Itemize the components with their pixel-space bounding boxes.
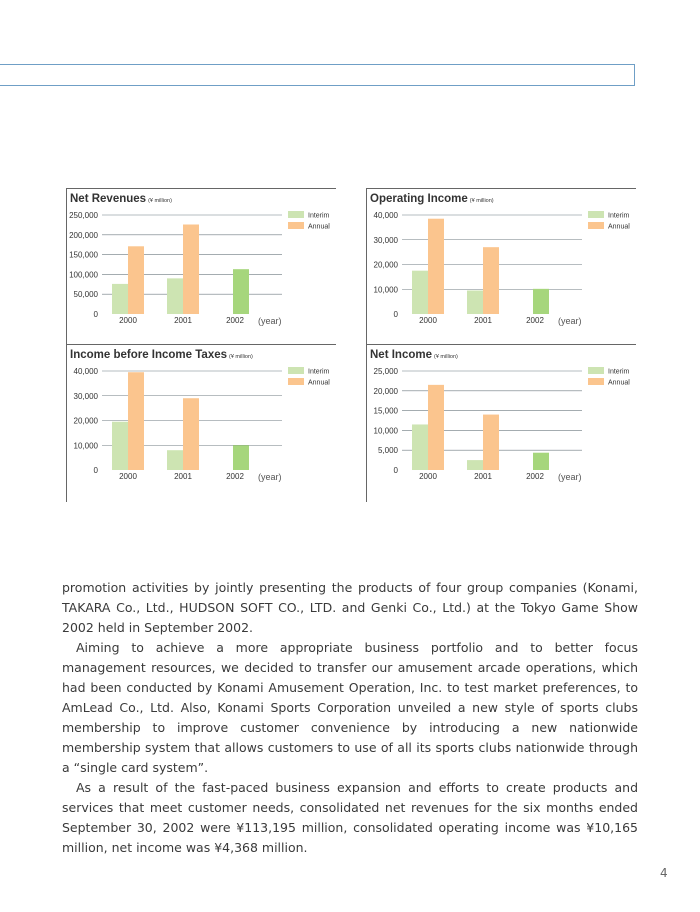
- x-tick-label: 2002: [226, 316, 244, 325]
- legend-swatch: [288, 222, 304, 229]
- chart-title: Income before Income Taxes (¥ million): [70, 349, 253, 361]
- x-axis-suffix: (year): [558, 472, 582, 482]
- bar-interim: [112, 422, 128, 470]
- x-tick-label: 2002: [226, 472, 244, 481]
- bar-annual: [483, 247, 499, 314]
- chart-unit: (¥ million): [229, 354, 253, 360]
- bar-annual: [483, 415, 499, 470]
- legend-label: Annual: [608, 379, 630, 387]
- legend-label: Annual: [308, 223, 330, 231]
- y-tick-label: 10,000: [373, 426, 398, 436]
- y-tick-label: 40,000: [373, 211, 398, 220]
- chart-svg: [66, 344, 336, 502]
- bar-interim: [233, 269, 249, 314]
- chart-operating-income: [366, 188, 636, 346]
- chart-svg: [366, 188, 636, 346]
- chart-unit: (¥ million): [148, 198, 172, 204]
- y-tick-label: 25,000: [373, 367, 398, 376]
- chart-unit: (¥ million): [434, 354, 458, 360]
- x-tick-label: 2002: [526, 472, 544, 481]
- x-axis-suffix: (year): [258, 316, 282, 326]
- y-tick-label: 20,000: [373, 260, 398, 270]
- legend-label: Annual: [308, 379, 330, 387]
- x-tick-label: 2002: [526, 316, 544, 325]
- legend-swatch: [288, 211, 304, 218]
- legend-label: Interim: [308, 368, 330, 376]
- x-tick-label: 2001: [174, 472, 192, 481]
- bar-interim: [233, 445, 249, 470]
- header-bar: [0, 64, 635, 86]
- y-tick-label: 0: [93, 310, 98, 319]
- x-tick-label: 2001: [174, 316, 192, 325]
- bar-interim: [167, 450, 183, 470]
- bar-interim: [112, 284, 128, 314]
- bar-annual: [183, 398, 199, 470]
- chart-title: Operating Income (¥ million): [370, 193, 494, 205]
- legend-swatch: [588, 378, 604, 385]
- y-tick-label: 0: [393, 466, 398, 475]
- legend-label: Interim: [608, 368, 630, 376]
- y-tick-label: 5,000: [377, 446, 398, 456]
- y-tick-label: 100,000: [69, 270, 98, 280]
- paragraph: As a result of the fast-paced business expansion and efforts to create products and services that meet customer needs, consolidated net revenues for the six months ended September 30, 2002 were ¥113,195 million, consolidated operating income was ¥10,165 million, net income was ¥4,368 million.: [62, 780, 638, 855]
- body-text: [62, 578, 638, 858]
- legend-label: Interim: [308, 212, 330, 220]
- bar-interim: [533, 453, 549, 470]
- y-tick-label: 20,000: [73, 416, 98, 426]
- y-tick-label: 200,000: [69, 230, 98, 240]
- bar-interim: [533, 289, 549, 314]
- bar-interim: [412, 271, 428, 314]
- y-tick-label: 10,000: [373, 285, 398, 295]
- legend-label: Annual: [608, 223, 630, 231]
- bar-annual: [428, 385, 444, 470]
- x-tick-label: 2000: [419, 472, 437, 481]
- x-tick-label: 2000: [419, 316, 437, 325]
- bar-annual: [183, 225, 199, 314]
- bar-annual: [428, 219, 444, 314]
- chart-net-revenues: [66, 188, 336, 346]
- chart-svg: [366, 344, 636, 502]
- chart-svg: [66, 188, 336, 346]
- y-tick-label: 40,000: [73, 367, 98, 376]
- bar-annual: [128, 372, 144, 470]
- x-axis-suffix: (year): [558, 316, 582, 326]
- chart-title: Net Income (¥ million): [370, 349, 458, 361]
- x-tick-label: 2001: [474, 316, 492, 325]
- bar-interim: [412, 424, 428, 470]
- bar-interim: [467, 460, 483, 470]
- legend-swatch: [588, 222, 604, 229]
- chart-title: Net Revenues (¥ million): [70, 193, 172, 205]
- legend-swatch: [288, 378, 304, 385]
- paragraph: Aiming to achieve a more appropriate business portfolio and to better focus management resources, we decided to transfer our amusement arcade operations, which had been conducted by Konami Amusement Operation, Inc. to test market preferences, to AmLead Co., Ltd. Also, Konami Sports Corporation unveiled a new style of sports clubs membership to improve customer convenience by introducing a new nationwide membership system that allows customers to use of all its sports clubs nationwide through a “single card system”.: [62, 640, 638, 775]
- bar-interim: [167, 278, 183, 314]
- x-axis-suffix: (year): [258, 472, 282, 482]
- bar-interim: [467, 290, 483, 314]
- y-tick-label: 30,000: [373, 235, 398, 245]
- legend-swatch: [588, 367, 604, 374]
- y-tick-label: 20,000: [373, 386, 398, 396]
- legend-swatch: [588, 211, 604, 218]
- paragraph: promotion activities by jointly presenting the products of four group companies (Konami, TAKARA Co., Ltd., HUDSON SOFT CO., LTD. and Genki Co., Ltd.) at the Tokyo Game Show 2002 held in September 2002.: [62, 580, 638, 635]
- y-tick-label: 10,000: [73, 441, 98, 451]
- bar-annual: [128, 246, 144, 314]
- y-tick-label: 150,000: [69, 250, 98, 260]
- chart-net-income: [366, 344, 636, 502]
- page-number: 4: [660, 866, 668, 880]
- x-tick-label: 2001: [474, 472, 492, 481]
- y-tick-label: 250,000: [69, 211, 98, 220]
- y-tick-label: 0: [393, 310, 398, 319]
- y-tick-label: 30,000: [73, 391, 98, 401]
- y-tick-label: 50,000: [73, 290, 98, 300]
- y-tick-label: 15,000: [373, 406, 398, 416]
- chart-income-before-taxes: [66, 344, 336, 502]
- legend-label: Interim: [608, 212, 630, 220]
- legend-swatch: [288, 367, 304, 374]
- y-tick-label: 0: [93, 466, 98, 475]
- x-tick-label: 2000: [119, 316, 137, 325]
- chart-unit: (¥ million): [469, 198, 494, 204]
- x-tick-label: 2000: [119, 472, 137, 481]
